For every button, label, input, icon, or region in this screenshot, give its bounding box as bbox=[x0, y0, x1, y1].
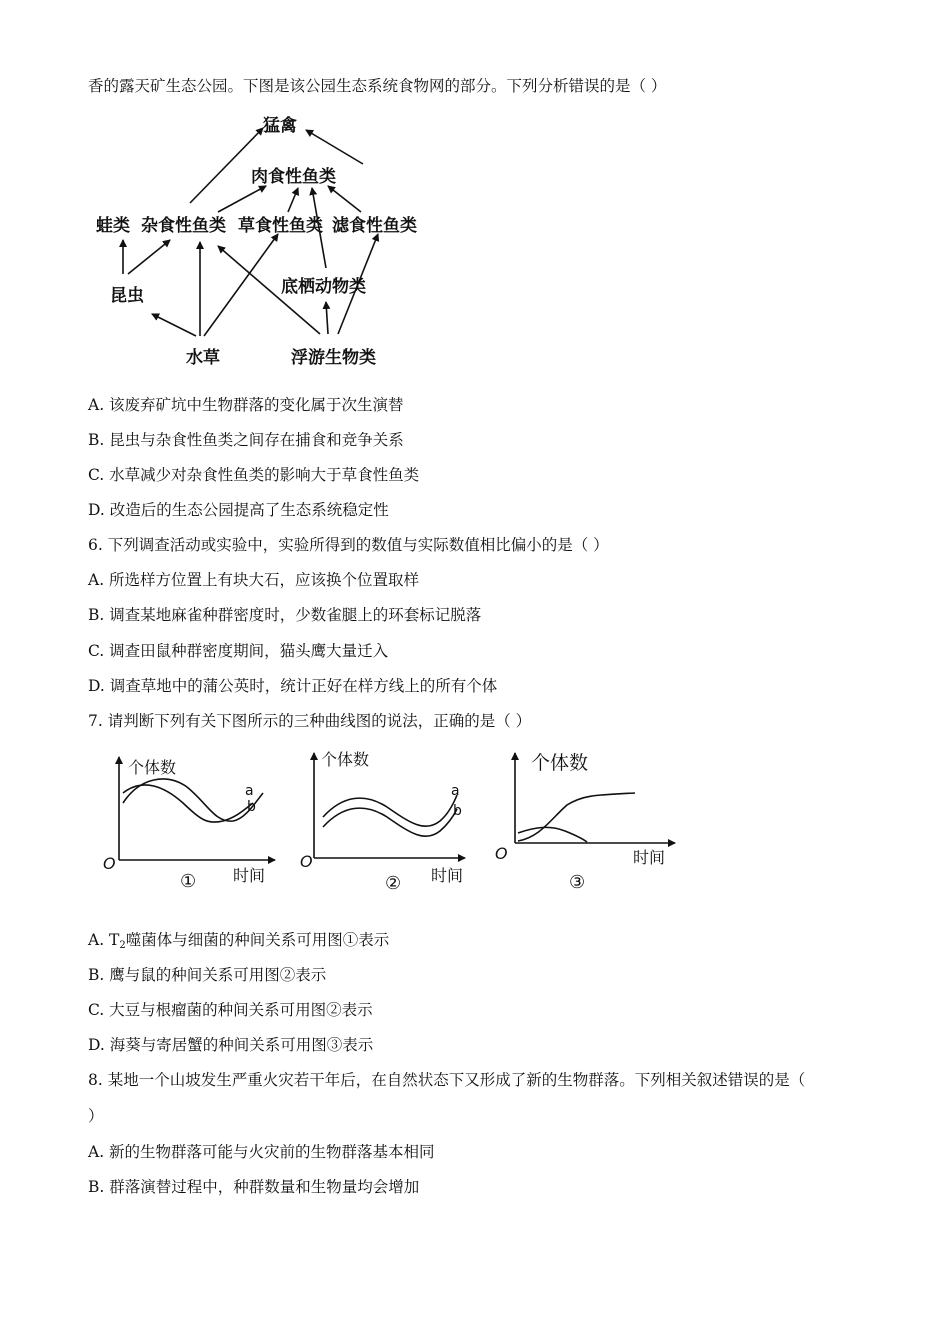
graph-3 bbox=[495, 752, 675, 893]
q7-option-d: D. 海葵与寄居蟹的种间关系可用图③表示 bbox=[88, 1036, 374, 1054]
q8-option-a: A. 新的生物群落可能与火灾前的生物群落基本相同 bbox=[88, 1143, 435, 1161]
node-frog: 蛙类 bbox=[96, 216, 130, 236]
node-omnivore-fish: 杂食性鱼类 bbox=[141, 216, 226, 236]
question-7-stem: 7. 请判断下列有关下图所示的三种曲线图的说法，正确的是（ ） bbox=[88, 712, 532, 730]
node-raptor: 猛禽 bbox=[263, 116, 297, 136]
graph-2-label-b: b bbox=[453, 803, 462, 819]
graph-1-label-b: b bbox=[247, 799, 256, 815]
q7-option-a-subscript: 2 bbox=[119, 940, 126, 951]
food-web-diagram bbox=[88, 108, 448, 373]
graph-3-xlabel: 时间 bbox=[633, 848, 666, 867]
node-water-plant: 水草 bbox=[186, 348, 220, 368]
population-curve-graphs bbox=[95, 745, 695, 895]
q6-option-c: C. 调查田鼠种群密度期间，猫头鹰大量迁入 bbox=[88, 642, 389, 660]
node-carnivore-fish: 肉食性鱼类 bbox=[251, 167, 336, 187]
graph-1-origin: O bbox=[103, 854, 116, 873]
graph-1-xlabel: 时间 bbox=[233, 866, 266, 885]
question-8-stem-line2: ） bbox=[88, 1107, 104, 1125]
question-8-stem-line1: 8. 某地一个山坡发生严重火灾若干年后，在自然状态下又形成了新的生物群落。下列相关叙述错误的是（ bbox=[88, 1071, 806, 1089]
node-herbivore-fish: 草食性鱼类 bbox=[238, 216, 323, 236]
graph-2-number: ② bbox=[385, 873, 402, 894]
graph-1-ylabel: 个体数 bbox=[128, 758, 177, 777]
node-insect: 昆虫 bbox=[110, 286, 144, 306]
graph-2 bbox=[300, 750, 465, 894]
q7-option-a-rest: 噬菌体与细菌的种间关系可用图①表示 bbox=[125, 931, 390, 949]
q5-option-d: D. 改造后的生态公园提高了生态系统稳定性 bbox=[88, 501, 389, 519]
q6-option-d: D. 调查草地中的蒲公英时，统计正好在样方线上的所有个体 bbox=[88, 677, 498, 695]
graph-1-number: ① bbox=[180, 871, 197, 892]
graph-2-xlabel: 时间 bbox=[431, 866, 464, 885]
question-6-stem: 6. 下列调查活动或实验中，实验所得到的数值与实际数值相比偏小的是（ ） bbox=[88, 536, 609, 554]
graph-1 bbox=[103, 757, 275, 892]
q5-option-a: A. 该废弃矿坑中生物群落的变化属于次生演替 bbox=[88, 396, 404, 414]
q7-option-a-prefix: A. T bbox=[88, 931, 120, 949]
q7-option-c: C. 大豆与根瘤菌的种间关系可用图②表示 bbox=[88, 1001, 373, 1019]
graph-2-ylabel: 个体数 bbox=[321, 750, 370, 769]
q6-option-b: B. 调查某地麻雀种群密度时，少数雀腿上的环套标记脱落 bbox=[88, 606, 482, 624]
q6-option-a: A. 所选样方位置上有块大石，应该换个位置取样 bbox=[88, 571, 420, 589]
graph-2-label-a: a bbox=[451, 783, 460, 799]
graph-2-origin: O bbox=[300, 852, 313, 871]
node-plankton: 浮游生物类 bbox=[291, 348, 376, 368]
node-filter-fish: 滤食性鱼类 bbox=[332, 216, 417, 236]
q5-option-c: C. 水草减少对杂食性鱼类的影响大于草食性鱼类 bbox=[88, 466, 420, 484]
graph-3-origin: O bbox=[495, 844, 508, 863]
graph-1-label-a: a bbox=[245, 783, 254, 799]
graph-3-ylabel: 个体数 bbox=[531, 752, 589, 774]
q7-option-a bbox=[88, 930, 389, 956]
q7-option-b: B. 鹰与鼠的种间关系可用图②表示 bbox=[88, 966, 327, 984]
q5-option-b: B. 昆虫与杂食性鱼类之间存在捕食和竞争关系 bbox=[88, 431, 404, 449]
graph-3-number: ③ bbox=[569, 872, 586, 893]
question-5-stem-tail: 香的露天矿生态公园。下图是该公园生态系统食物网的部分。下列分析错误的是（ ） bbox=[88, 77, 667, 95]
q8-option-b: B. 群落演替过程中，种群数量和生物量均会增加 bbox=[88, 1178, 420, 1196]
node-benthic: 底栖动物类 bbox=[281, 277, 366, 297]
